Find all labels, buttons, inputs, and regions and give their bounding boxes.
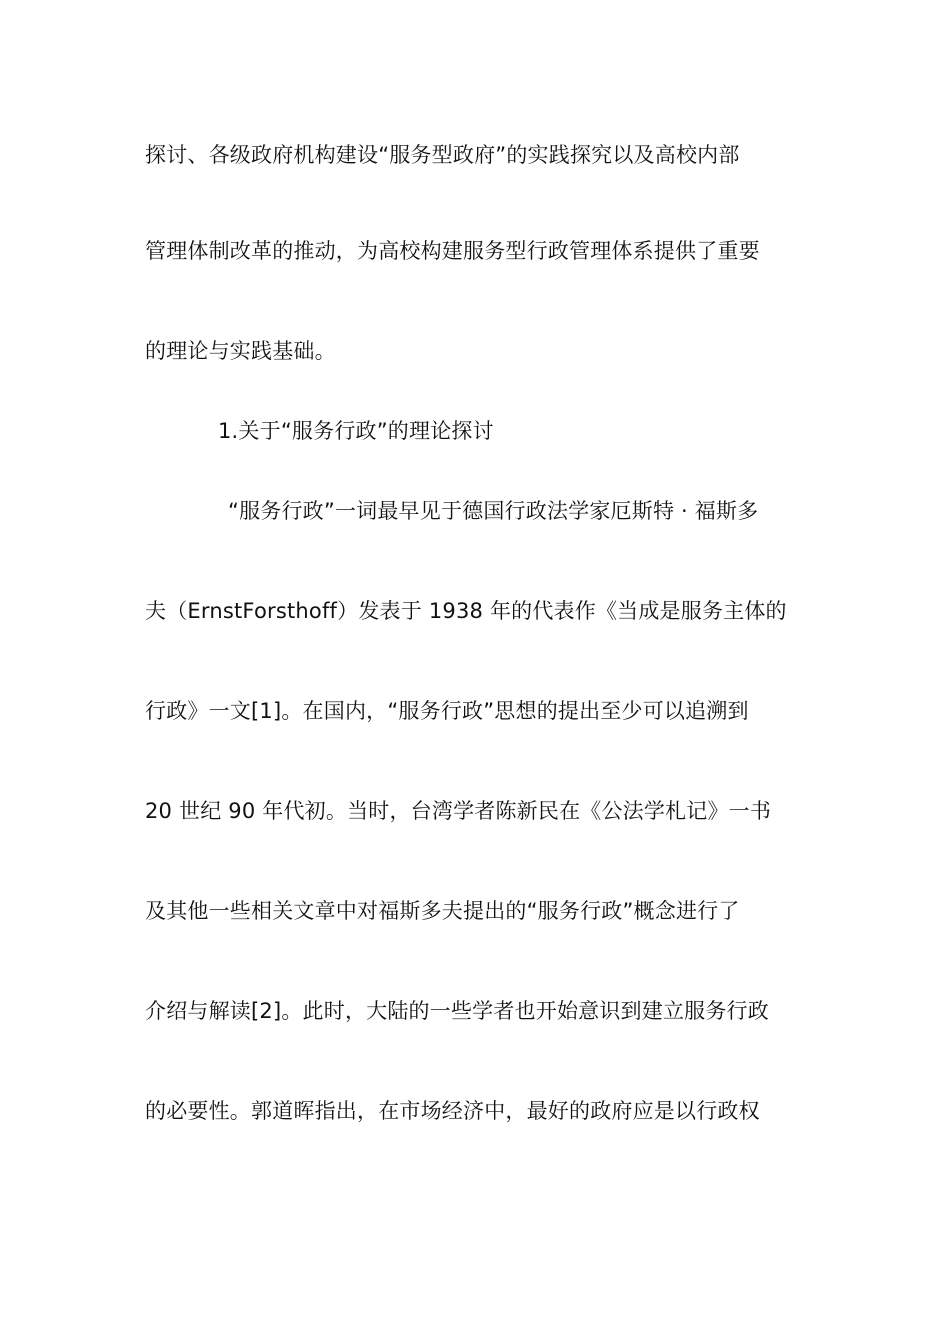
paragraph-line: 的理论与实践基础。 [145, 339, 336, 363]
paragraph-line: 介绍与解读[2]。此时，大陆的一些学者也开始意识到建立服务行政 [145, 999, 769, 1023]
paragraph-line: 夫（ErnstForsthoff）发表于 1938 年的代表作《当成是服务主体的 [145, 599, 787, 623]
section-heading: 1.关于“服务行政”的理论探讨 [218, 419, 494, 443]
paragraph-line: 管理体制改革的推动，为高校构建服务型行政管理体系提供了重要 [145, 239, 760, 263]
paragraph-line: 的必要性。郭道晖指出，在市场经济中，最好的政府应是以行政权 [145, 1099, 760, 1123]
paragraph-line: 行政》一文[1]。在国内，“服务行政”思想的提出至少可以追溯到 [145, 699, 749, 723]
paragraph-line: 探讨、各级政府机构建设“服务型政府”的实践探究以及高校内部 [145, 143, 740, 167]
paragraph-line: “服务行政”一词最早见于德国行政法学家厄斯特 · 福斯多 [228, 499, 759, 523]
paragraph-line: 及其他一些相关文章中对福斯多夫提出的“服务行政”概念进行了 [145, 899, 740, 923]
paragraph-line: 20 世纪 90 年代初。当时，台湾学者陈新民在《公法学札记》一书 [145, 799, 772, 823]
